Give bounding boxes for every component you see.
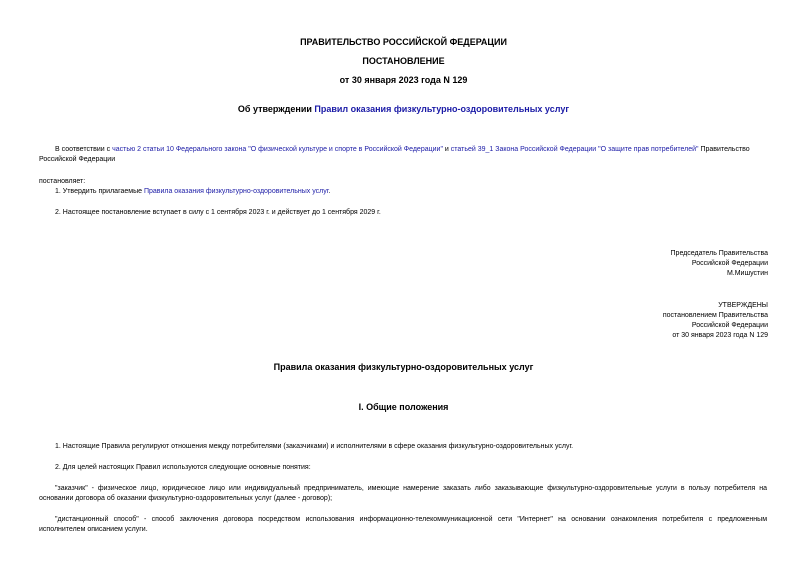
approved-org: Российской Федерации [691, 322, 768, 329]
document-date-number: от 30 января 2023 года N 129 [339, 75, 468, 85]
preamble-text-2: и [442, 146, 451, 153]
decree-item-1 [55, 187, 330, 197]
postanovlyaet: постановляет: [39, 178, 86, 185]
rules-link[interactable]: Правила оказания физкультурно-оздоровительных услуг [143, 188, 329, 195]
government-heading: ПРАВИТЕЛЬСТВО РОССИЙСКОЙ ФЕДЕРАЦИИ [300, 37, 507, 47]
decree-item-1-end: . [328, 188, 331, 195]
consumer-law-link[interactable]: статьей 39_1 Закона Российской Федерации "О защите прав потребителей" [450, 146, 699, 153]
definition-2-line-1: "дистанционный способ" - способ заключения договора посредством использования информационно-телекоммуникационной сети "Интернет" на основании ознакомления потребителя с предложенным [55, 516, 767, 523]
signature-org: Российской Федерации [691, 260, 768, 267]
signature-position: Председатель Правительства [670, 250, 768, 257]
preamble-text-1: В соответствии с [55, 146, 113, 153]
rules-paragraph-2: 2. Для целей настоящих Правил используются следующие основные понятия: [55, 464, 311, 471]
document-type: ПОСТАНОВЛЕНИЕ [362, 56, 445, 66]
rules-title: Правила оказания физкультурно-оздоровительных услуг [273, 362, 534, 372]
decree-item-1-text: 1. Утвердить прилагаемые [55, 188, 144, 195]
preamble-text-3: Правительство [698, 146, 750, 153]
title-prefix: Об утверждении [237, 104, 315, 114]
preamble-line-2: Российской Федерации [39, 156, 116, 163]
section-heading: I. Общие положения [358, 402, 449, 412]
approved-label: УТВЕРЖДЕНЫ [718, 302, 768, 309]
preamble-line-1 [55, 145, 750, 155]
approved-date: от 30 января 2023 года N 129 [672, 332, 768, 339]
rules-paragraph-1: 1. Настоящие Правила регулируют отношения между потребителями (заказчиками) и исполнителями в сфере оказания физкультурно-оздоровительных услуг. [55, 443, 574, 450]
definition-1-line-1: "заказчик" - физическое лицо, юридическое лицо или индивидуальный предприниматель, имеющие намерение заказать либо заказывающие физкультурно-оздоровительные услуги в пользу потребителя на [55, 485, 767, 492]
decree-item-2: 2. Настоящее постановление вступает в силу с 1 сентября 2023 г. и действует до 1 сентября 2029 г. [55, 209, 381, 216]
definition-2-line-2: исполнителем описанием услуги. [39, 526, 148, 533]
approved-by: постановлением Правительства [662, 312, 768, 319]
title-rules-link[interactable]: Правил оказания физкультурно-оздоровительных услуг [314, 104, 570, 114]
document-title [0, 104, 807, 114]
signature-name: М.Мишустин [726, 270, 768, 277]
definition-1-line-2: основании договора об оказании физкультурно-оздоровительных услуг (далее - договор); [39, 495, 333, 502]
sport-law-link[interactable]: частью 2 статьи 10 Федерального закона "О физической культуре и спорте в Российской Федерации" [112, 146, 443, 153]
